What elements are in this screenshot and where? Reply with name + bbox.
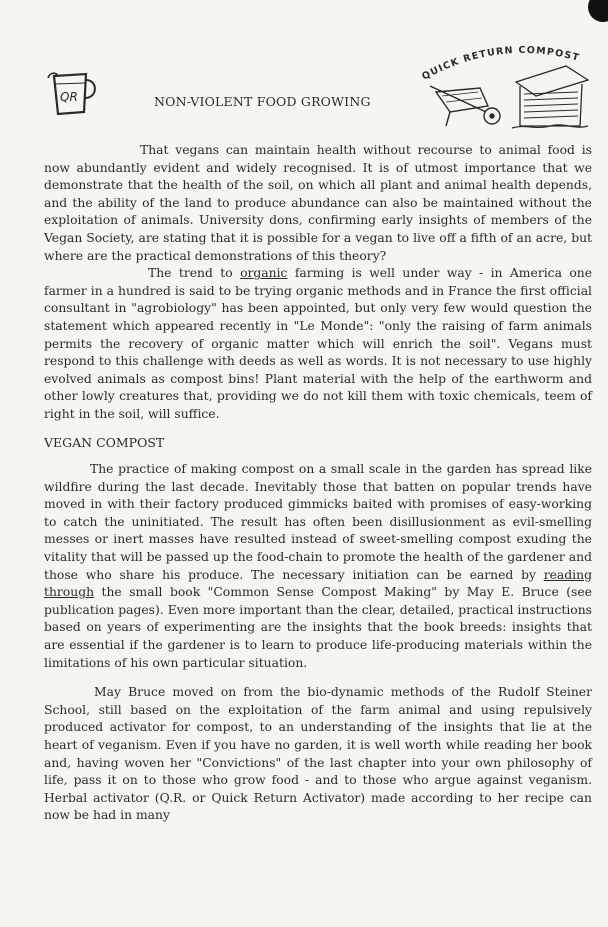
paragraph-3-start: The practice of making compost on a small scale in the garden has spread like wildfire during the last decade. Inevitably those that batten on popular trends have moved in with their factory produced gimmicks baited with promises of easy-working to catch the uninitiated. The result has often been disillusionment as evil-smelling messes or inert masses have resulted instead of sweet-smelling compost exuding the vitality that will be passed up the food-chain to promote the health of the gardener and those who share his produce. The necessary initiation can be earned by [44, 462, 592, 582]
corner-hole-mark [588, 0, 608, 22]
logo-letters: QR [60, 90, 78, 104]
paragraph-1: That vegans can maintain health without recourse to animal food is now abundantly evident and widely recognised. It is of utmost importance that we demonstrate that the health of the soil, on which all plant and animal health depends, and the ability of the land to produce abundance can also be maintained without the exploitation of animals. University dons, confirming early insights of members of the Vegan Society, are stating that it is possible for a vegan to live off a fifth of an acre, but where are the practical demonstrations of this theory? [44, 143, 592, 263]
paragraph-gap [44, 672, 592, 684]
illustration-caption: QUICK RETURN COMPOST [420, 44, 582, 83]
paragraph-2 [44, 265, 592, 423]
section-heading: VEGAN COMPOST [44, 434, 165, 450]
underlined-reading-through: reading through [44, 567, 592, 600]
compost-illustration [416, 40, 596, 136]
paragraph-4: May Bruce moved on from the bio-dynamic methods of the Rudolf Steiner School, still based on the exploitation of the farm animal and using repulsively produced activator for compost, to an understanding of the insights that lie at the heart of veganism. Even if you have no garden, it is well worth while reading her book and, having woven her "Convictions" of the last chapter into your own philosophy of life, pass it on to those who grow food - and to those who argue against veganism. Herbal activator (Q.R. or Quick Return Activator) made according to her recipe can now be had in many [44, 685, 592, 823]
wheelbarrow-drawing [430, 86, 500, 126]
qr-jar-logo [46, 68, 104, 120]
paragraph-2-rest: farming is well under way - in America one farmer in a hundred is said to be trying organic methods and in France the first official consultant in "agrobiology" has been appointed, but only very few would question the statement which appeared recently in "Le Monde": "only the raising of farm animals permits the recovery of organic matter which will enrich the soil". Vegans must respond to this challenge with deeds as well as words. It is not necessary to use highly evolved animals as compost bins! Plant material with the help of the earthworm and other lowly creatures that, providing we do not kill them with toxic chemicals, teem of right in the soil, will suffice. [44, 266, 593, 421]
svg-text:QUICK RETURN COMPOST [420, 45, 581, 83]
compost-bin-drawing [512, 66, 588, 128]
paragraph-3-rest: the small book "Common Sense Compost Making" by May E. Bruce (see publication pages). Even more important than the clear, detailed, practical instructions based on years of experimenting are the insights that the book breeds: insights that are essential if the gardener is to learn to produce life-producing materials within the limitations of his own particular situation. [44, 585, 592, 670]
page-title: NON-VIOLENT FOOD GROWING [154, 94, 371, 109]
underlined-organic: organic [240, 266, 288, 281]
article-body [44, 142, 592, 825]
paragraph-2-start: The trend to [148, 266, 241, 281]
paragraph-3 [44, 461, 592, 672]
